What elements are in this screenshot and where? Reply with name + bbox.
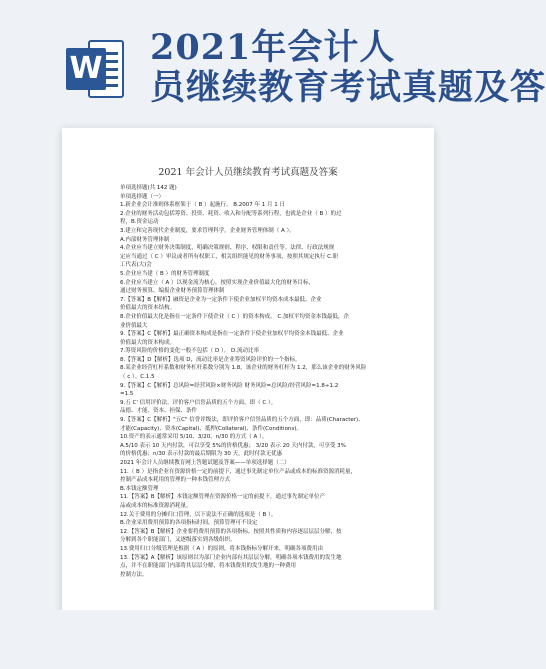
document-line: 8.【答案】D【解析】选项 D，流动比率是企业筹资风险评价的一个指标。 — [120, 356, 301, 363]
document-line: 7.【答案】B【解析】融资是企业为一定条件下使企业加权平均资本成本最低、企业 — [120, 296, 322, 303]
document-line: 2.企业的财务活动包括筹资、投资、耗资、收入和分配等系列行程，也就是企业（ B ）的过 — [120, 210, 342, 217]
document-line: A.5/10 表示 10 天内付款，可以享受 5%的价格优惠； 3/20 表示 20 天内付款，可享受 3% — [120, 442, 346, 449]
document-line: 才能(Capacity)、资本(Capital)、抵押(Collateral)、条件(Conditions)。 — [120, 425, 302, 432]
banner-title-line2: 员继续教育考试真题及答 — [150, 67, 546, 108]
document-line: 通过财务预算，编报企业财务预算管理体制 — [120, 288, 225, 295]
document-line: 品德、才能、资本、担保、条件 — [120, 408, 198, 415]
document-line: 的价格优惠；n/30 表示付款的最后期限为 30 天，此时付款无优惠 — [120, 451, 283, 458]
document-line: 10.资产的表示通常采用 5/10、3/20、n/30 的方式（ A ）。 — [120, 434, 268, 441]
word-document-icon — [66, 40, 124, 98]
document-line: 控制产品成本耗用的管理的一种本钱管理方式 — [120, 477, 231, 484]
document-line: 工代表(大)会 — [120, 262, 152, 269]
document-line: 点，并不在职能部门内部将其层层分解，将本钱费用的发生地的一种费用 — [120, 563, 297, 570]
document-line: 品或成本的标准资源消耗量。 — [120, 502, 192, 509]
document-line: （ c ）。C.1.5 — [120, 374, 155, 381]
document-line: 4.企业应当建立财务决策制度，明确决策规则、程序、权限和责任等。法律、行政法规规 — [120, 245, 335, 252]
document-line: 3.建立和完善现代企业制度，要求管理科学，企业财务管理体制（ A ）。 — [120, 227, 295, 234]
document-line: A.内部财务管理体制 — [120, 236, 170, 243]
document-line: 定应当通过（ C ）审议或者所有权职工，相关组织能见的财务事项，按照其规定执行 C.职 — [120, 253, 339, 260]
document-line: 12.关于费用的分摊归口管理，以下说法不正确的选项是（ B ）。 — [120, 511, 277, 518]
footer-strip — [0, 610, 474, 669]
document-line: 11.【答案】B【解析】本钱定额管理在资源价格一定的前提下，通过事先制定单位产 — [120, 494, 326, 501]
banner — [0, 0, 546, 130]
document-line: 5.企业应当建（ B ）的财务管理制度 — [120, 270, 210, 277]
document-body — [120, 184, 378, 579]
word-letter-badge: W — [66, 48, 106, 90]
document-line: 2021 年会计人员继续教育网上答题试题及答案——单项选择题（二） — [120, 460, 290, 466]
document-line: 价值最大的资本构成。 — [120, 339, 176, 346]
document-line: 13.【答案】A【解析】该原则以为部门企业内部有其层层分解，明确各项本钱费用的发生地 — [120, 554, 342, 561]
document-line: 价值最大的资本结构。 — [120, 305, 176, 312]
document-title: 2021 年会计人员继续教育考试真题及答案 — [158, 167, 338, 178]
document-line: 9.【答案】C【解析】最正确资本构成是指在一定条件下使企业加权平均资金本钱最低、企业 — [120, 331, 344, 338]
document-line: 9.【答案】C【解析】"五C" 信誉评级法，即评价客户信誉品质的五个方面，即：品质(Character)、 — [120, 417, 364, 424]
document-line: 控制方法。 — [120, 571, 148, 578]
document-line: B.本钱定额管理 — [120, 485, 159, 492]
document-line: 业价值最大 — [120, 322, 148, 329]
banner-title-line1: 2021年会计人 — [150, 27, 396, 68]
document-line: 8.企业价值最大化是指在一定条件下使企业（ C ）的资本构成。 C.加权平均资金本钱最低，企 — [120, 313, 349, 320]
document-line: 8.某企业经营杠杆系数和财务杠杆系数分别为 1.8，该企业的财务杠杆为 1.2，那么该企业的财务风险 — [120, 365, 367, 372]
document-line: 11.（ B ）是指企业在资源价格一定的前提下，通过事先制定单位产品或成本的标准资源消耗量， — [120, 468, 357, 475]
document-line: 7.筹资风险的价格的变化一般不包括（ D ）。 D.流动比率 — [120, 348, 259, 355]
document-line: 9.五 C' 信用评价法，评价客户信誉品质的五个方面，即（ C ）。 — [120, 399, 277, 406]
banner-title — [150, 28, 546, 108]
document-line: 单项选择题(共 142 题) — [120, 185, 177, 191]
document-line: 单项选择题（一） — [120, 193, 165, 200]
document-line: 1.新企业会计准则体系框架于（ B ）起施行。 B.2007 年 1 月 1 日 — [120, 202, 286, 209]
document-line: 9.【答案】C【解析】总风险=经营风险×财务风险 财务风险=总风险/经营风险=1.8÷1.2 — [120, 382, 339, 389]
document-line: 程，B.资金运动 — [120, 219, 159, 226]
document-page — [62, 128, 434, 648]
document-line: =1.5 — [120, 391, 134, 398]
document-line: 13.费用归口分级管理是根据（ A ）的原则，将本钱指标分解开来，明确各项费用由 — [120, 545, 324, 552]
document-line: 6.企业应当建立（ A ）以现金流为核心，按照实现企业价值最大化的财务目标， — [120, 279, 315, 286]
document-line: 12.【答案】B【解析】企业要将费用预算的各项指标，按照其性质和内容逐层层层分解，按 — [120, 528, 342, 535]
document-line: B.企业采用费用预算的各项指标时间，预算管理可不设定 — [120, 520, 258, 527]
document-line: 分解到各个职能部门，又逐级落实到各级组织。 — [120, 537, 236, 544]
